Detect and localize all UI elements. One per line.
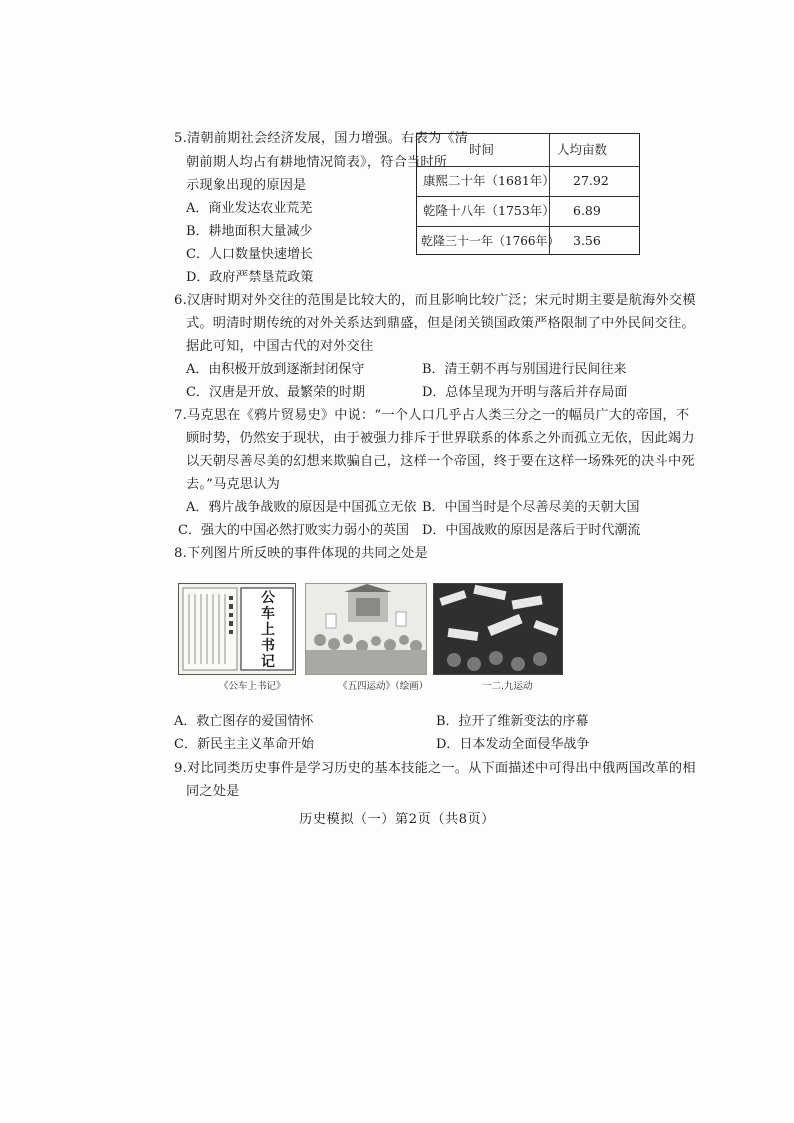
q7-line-1: 7.马克思在《鸦片贸易史》中说：“一个人口几乎占人类三分之一的幅员广大的帝国，不	[174, 408, 690, 423]
q7-line-4: 去。”马克思认为	[186, 477, 281, 492]
q8-option-a: A．救亡图存的爱国情怀	[174, 714, 314, 729]
protest-photo-illustration	[434, 584, 563, 675]
q6-line-3: 据此可知，中国古代的对外交往	[186, 339, 374, 354]
table-cell-time-2: 乾隆十八年（1753年）	[423, 203, 555, 218]
table-cell-time-3: 乾隆三十一年（1766年）	[421, 234, 560, 248]
q7-option-b: B．中国当时是个尽善尽美的天朝大国	[422, 500, 640, 515]
q5-option-c: C．人口数量快速增长	[186, 247, 313, 262]
q7-option-a: A．鸦片战争战败的原因是中国孤立无依	[186, 500, 417, 515]
page-footer: 历史模拟（一）第2页（共8页）	[299, 812, 495, 827]
q6-option-a: A．由积极开放到逐渐封闭保守	[186, 362, 365, 377]
picture-gongche-shangshu	[178, 583, 296, 675]
q8-option-b: B．拉开了维新变法的序幕	[436, 714, 589, 729]
q7-line-3: 以天朝尽善尽美的幻想来欺骗自己，这样一个帝国，终于要在这样一场殊死的决斗中死	[186, 454, 695, 469]
q6-line-2: 式。明清时期传统的对外关系达到鼎盛，但是闭关锁国政策严格限制了中外民间交往。	[186, 316, 695, 331]
q5-line-3: 示现象出现的原因是	[186, 178, 307, 193]
q7-line-2: 顾时势，仍然安于现状，由于被强力排斥于世界联系的体系之外而孤立无依，因此竭力	[186, 431, 695, 446]
picture-may-fourth-painting	[305, 583, 427, 675]
q8-option-c: C．新民主主义革命开始	[174, 737, 314, 752]
caption-gongche-shangshu: 《公车上书记》	[219, 681, 286, 692]
q6-option-d: D．总体呈现为开明与落后并存局面	[422, 385, 628, 400]
caption-may-fourth: 《五四运动》（绘画）	[338, 681, 429, 692]
table-row-divider	[417, 226, 639, 227]
q5-option-b: B．耕地面积大量减少	[186, 224, 313, 239]
q5-option-a: A．商业发达农业荒芜	[186, 201, 313, 216]
cover-char-1: 公	[261, 590, 275, 606]
q6-line-1: 6.汉唐时期对外交往的范围是比较大的，而且影响比较广泛；宋元时期主要是航海外交模	[174, 293, 696, 308]
q6-option-b: B．清王朝不再与别国进行民间往来	[422, 362, 627, 377]
q5-line-2: 朝前期人均占有耕地情况简表》，符合当时所	[186, 155, 448, 170]
table-cell-value-1: 27.92	[573, 173, 609, 188]
q9-line-2: 同之处是	[186, 784, 240, 799]
q8-line-1: 8.下列图片所反映的事件体现的共同之处是	[174, 546, 428, 561]
cover-title	[257, 590, 279, 670]
table-cell-time-1: 康熙二十年（1681年）	[423, 173, 555, 188]
cover-char-5: 记	[261, 654, 275, 670]
table-row-divider	[417, 166, 639, 167]
caption-december-ninth: 一二.九运动	[482, 681, 533, 692]
picture-december-ninth-photo	[433, 583, 563, 675]
table-row-divider	[417, 196, 639, 197]
q8-option-d: D．日本发动全面侵华战争	[436, 737, 590, 752]
per-capita-land-table	[416, 133, 640, 255]
table-header-time: 时间	[469, 142, 495, 157]
cover-char-4: 书	[261, 638, 275, 654]
q5-line-1: 5.清朝前期社会经济发展，国力增强。右表为《清	[174, 131, 469, 146]
q6-option-c: C．汉唐是开放、最繁荣的时期	[186, 385, 365, 400]
table-cell-value-2: 6.89	[573, 203, 601, 218]
table-cell-value-3: 3.56	[573, 233, 601, 248]
crowd-painting-illustration	[306, 584, 427, 675]
q9-line-1: 9.对比同类历史事件是学习历史的基本技能之一。从下面描述中可得出中俄两国改革的相	[174, 761, 696, 776]
cover-char-3: 上	[261, 622, 275, 638]
cover-char-2: 车	[261, 606, 275, 622]
q7-option-c: C．强大的中国必然打败实力弱小的英国	[178, 523, 409, 538]
q5-option-d: D．政府严禁垦荒政策	[186, 270, 314, 285]
q7-option-d: D．中国战败的原因是落后于时代潮流	[422, 523, 641, 538]
table-header-per-capita: 人均亩数	[557, 142, 608, 157]
